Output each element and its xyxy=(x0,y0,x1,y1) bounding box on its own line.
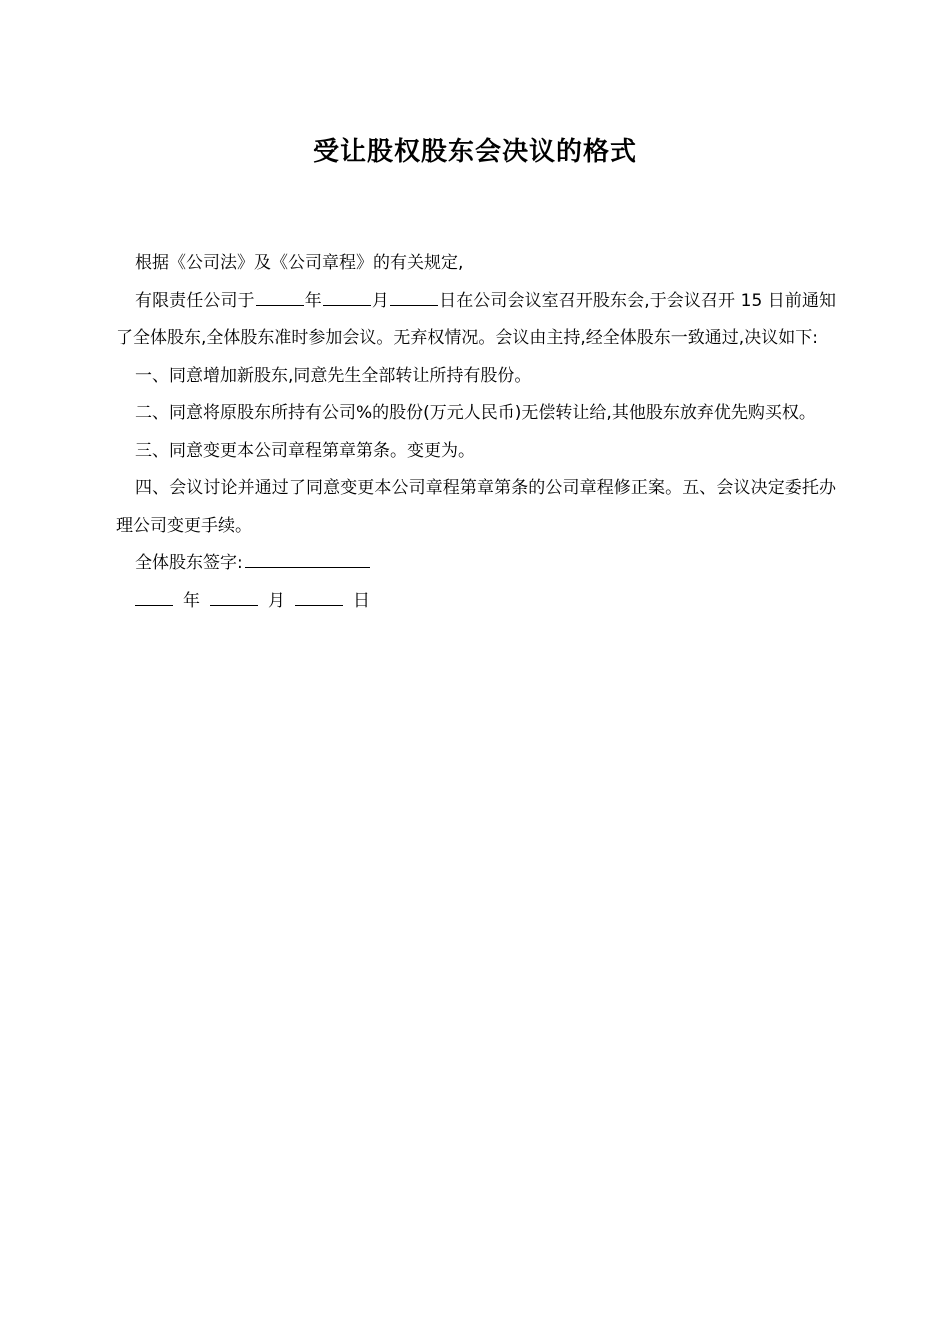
date-month-blank xyxy=(210,604,258,606)
signature-blank xyxy=(245,566,370,568)
resolution-item: 一、同意增加新股东,同意先生全部转让所持有股份。 xyxy=(135,365,532,386)
document-title: 受让股权股东会决议的格式 xyxy=(312,137,637,167)
meeting-month-blank xyxy=(323,304,371,306)
meeting-day-unit: 日 xyxy=(439,290,457,311)
meeting-prefix: 有限责任公司于 xyxy=(135,290,255,311)
meeting-year-blank xyxy=(256,304,304,306)
date-day-blank xyxy=(295,604,343,606)
date-month-label: 月 xyxy=(268,590,285,611)
resolution-item: 四、会议讨论并通过了同意变更本公司章程第章第条的公司章程修正案。五、会议决定委托办理公司变更手续。 xyxy=(116,478,836,536)
signature-label: 全体股东签字: xyxy=(135,553,243,573)
date-year-label: 年 xyxy=(183,590,200,611)
date-year-blank xyxy=(135,604,173,606)
intro-paragraph: 根据《公司法》及《公司章程》的有关规定, xyxy=(135,253,464,273)
resolution-item: 二、同意将原股东所持有公司%的股份(万元人民币)无偿转让给,其他股东放弃优先购买权。 xyxy=(135,403,816,423)
meeting-details: 在公司会议室召开股东会,于会议召开 15 日前通知了全体股东,全体股东准时参加会议。无弃权情况。会议由主持,经全体股东一致通过,决议如下: xyxy=(116,290,837,348)
meeting-paragraph xyxy=(116,283,836,358)
meeting-year-unit: 年 xyxy=(304,290,322,311)
resolution-item: 三、同意变更本公司章程第章第条。变更为。 xyxy=(135,440,475,461)
meeting-day-blank xyxy=(390,304,438,306)
date-day-label: 日 xyxy=(353,590,370,611)
meeting-month-unit: 月 xyxy=(371,290,390,311)
document-body xyxy=(116,245,836,620)
signature-row xyxy=(116,545,836,583)
date-row xyxy=(116,583,836,621)
